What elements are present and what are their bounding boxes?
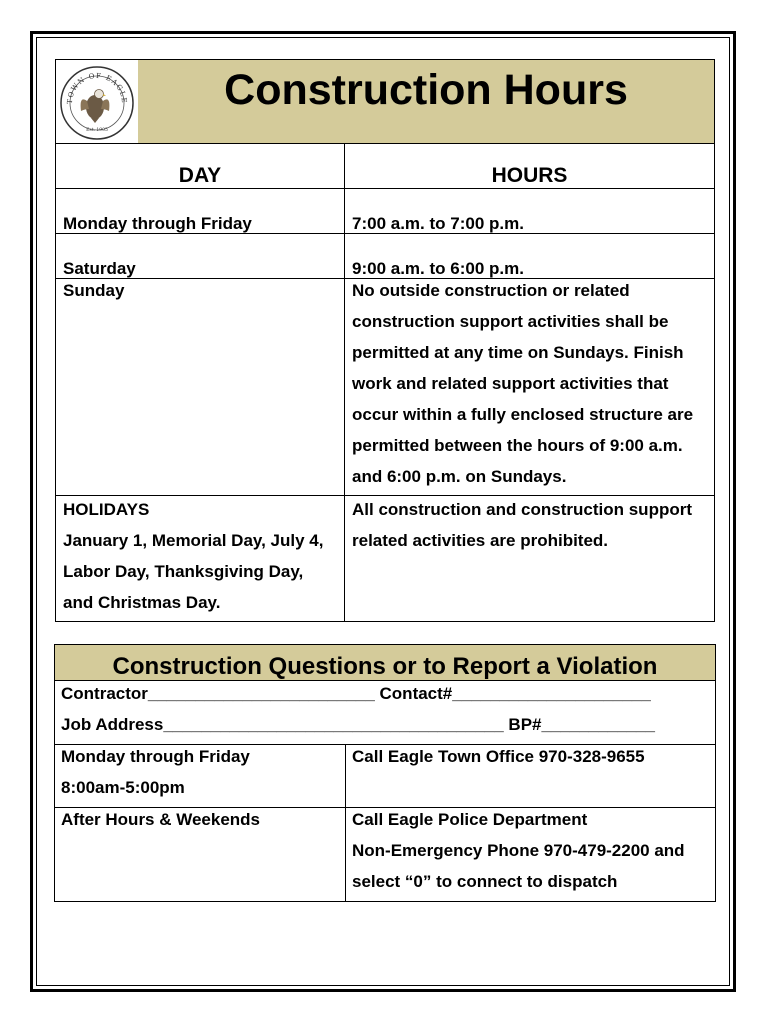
text-line: permitted at any time on Sundays. Finish [352,343,684,362]
day-cell: Monday through Friday [63,214,252,233]
title-banner [56,60,714,144]
hours-cell [352,275,693,492]
text-line: No outside construction or related [352,281,630,300]
day-cell: Saturday [63,259,136,278]
column-divider [345,744,346,901]
day-cell [63,494,323,618]
when-cell [61,741,250,803]
text-line: After Hours & Weekends [61,810,261,829]
hours-cell: 7:00 a.m. to 7:00 p.m. [352,214,524,233]
hours-cell [352,494,692,556]
text-line: select “0” to connect to dispatch [352,872,618,891]
contact-cell [352,804,685,897]
text-line: HOLIDAYS [63,500,150,519]
text-line: Labor Day, Thanksgiving Day, [63,562,304,581]
text-line: related activities are prohibited. [352,531,609,550]
contact-title: Construction Questions or to Report a Violation [55,645,715,681]
job-address-line: Job Address____________________________________ BP#____________ [61,715,655,734]
text-line: permitted between the hours of 9:00 a.m. [352,436,683,455]
seal-top-text: TOWN OF EAGLE [65,71,129,105]
text-line: Call Eagle Police Department [352,810,588,829]
text-line: and Christmas Day. [63,593,221,612]
town-seal [56,60,138,143]
day-column-header: DAY [178,164,222,187]
hours-column-header: HOURS [491,164,568,187]
text-line: January 1, Memorial Day, July 4, [63,531,324,550]
text-line: 8:00am-5:00pm [61,778,185,797]
text-line: Non-Emergency Phone 970-479-2200 and [352,841,685,860]
text-line: Monday through Friday [61,747,250,766]
column-divider [344,143,345,622]
text-line: Call Eagle Town Office 970-328-9655 [352,747,645,766]
text-line: occur within a fully enclosed structure are [352,405,694,424]
construction-hours-table [55,59,715,622]
when-cell [61,804,260,835]
page-title: Construction Hours [224,66,628,114]
text-line: and 6:00 p.m. on Sundays. [352,467,567,486]
contact-table [54,644,716,902]
text-line: All construction and construction support [352,500,692,519]
day-cell: Sunday [63,281,125,300]
contractor-line: Contractor________________________ Contact#_____________________ [61,684,651,703]
text-line: construction support activities shall be [352,312,669,331]
seal-bottom-text: Est. 1905 [86,128,108,133]
row-divider [56,188,714,189]
hours-cell: 9:00 a.m. to 6:00 p.m. [352,259,524,278]
contact-cell [352,741,645,772]
text-line: work and related support activities that [352,374,669,393]
eagle-seal-icon [59,65,135,141]
